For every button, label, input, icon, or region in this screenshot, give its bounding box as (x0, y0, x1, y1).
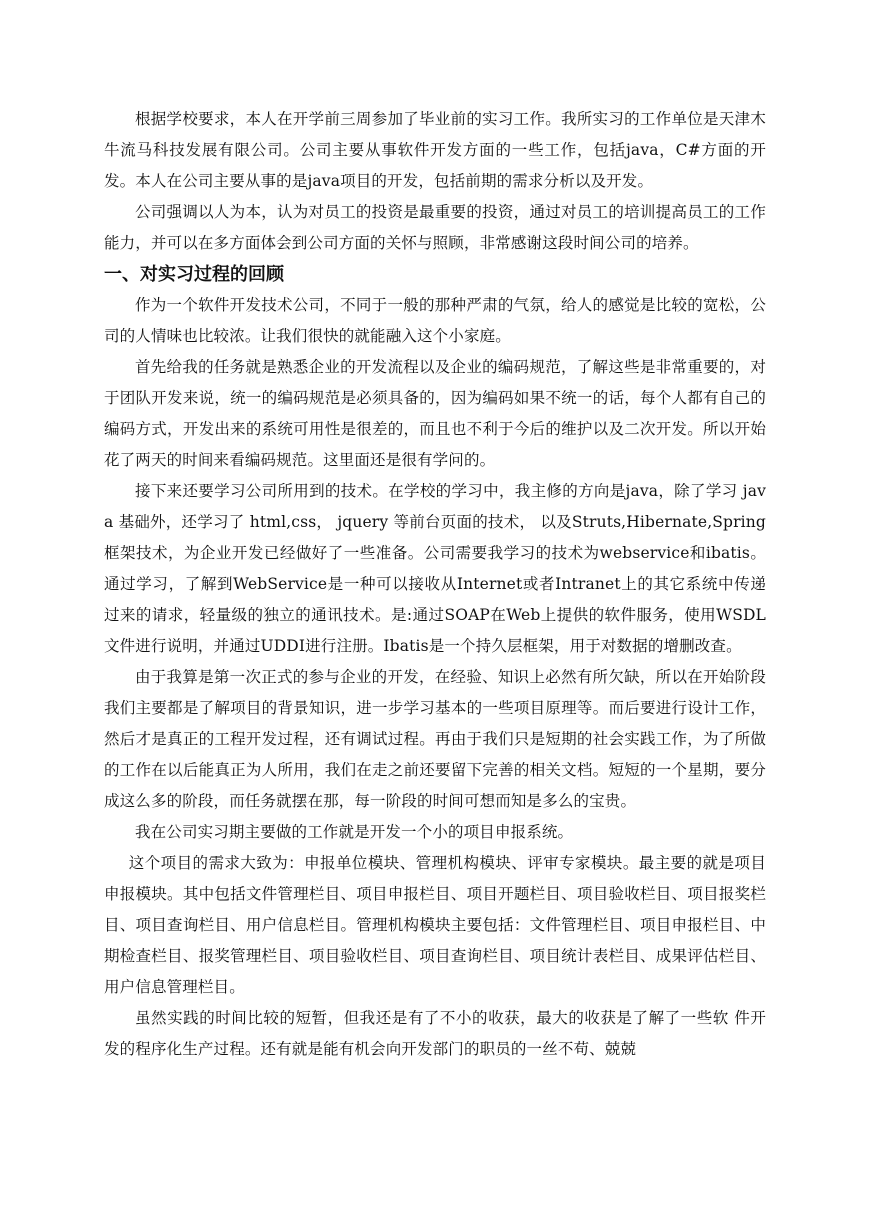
review-paragraph-7: 虽然实践的时间比较的短暂，但我还是有了不小的收获，最大的收获是了解了一些软 件开发的程序化生产过程。还有就是能有机会向开发部门的职员的一丝不苟、兢兢 (104, 1009, 766, 1058)
section-heading: 一、对实习过程的回顾 (104, 264, 284, 285)
review-paragraph-6: 这个项目的需求大致为：申报单位模块、管理机构模块、评审专家模块。最主要的就是项目申报模块。其中包括文件管理栏目、项目申报栏目、项目开题栏目、项目验收栏目、项目报奖栏目、项目查询栏目、用户信息栏目。管理机构模块主要包括：文件管理栏目、项目申报栏目、中期检查栏目、报奖管理栏目、项目验收栏目、项目查询栏目、项目统计表栏目、成果评估栏目、用户信息管理栏目。 (104, 854, 766, 996)
document-page (104, 104, 766, 1065)
review-paragraph-3: 接下来还要学习公司所用到的技术。在学校的学习中，我主修的方向是java，除了学习 java 基础外，还学习了 html,css， jquery 等前台页面的技术， 以及Struts,Hibernate,Spring框架技术，为企业开发已经做好了一些准备。公司需要我学习的技术为webservice和ibatis。通过学习，了解到WebService是一种可以接收从Internet或者Intranet上的其它系统中传递过来的请求，轻量级的独立的通讯技术。是:通过SOAP在Web上提供的软件服务，使用WSDL文件进行说明，并通过UDDI进行注册。Ibatis是一个持久层框架，用于对数据的增删改查。 (104, 482, 766, 655)
review-paragraph-5: 我在公司实习期主要做的工作就是开发一个小的项目申报系统。 (135, 823, 574, 841)
intro-paragraph-2: 公司强调以人为本，认为对员工的投资是最重要的投资，通过对员工的培训提高员工的工作能力，并可以在多方面体会到公司方面的关怀与照顾，非常感谢这段时间公司的培养。 (104, 203, 766, 252)
review-paragraph-1: 作为一个软件开发技术公司，不同于一般的那种严肃的气氛，给人的感觉是比较的宽松，公司的人情味也比较浓。让我们很快的就能融入这个小家庭。 (104, 296, 766, 345)
intro-paragraph-1: 根据学校要求，本人在开学前三周参加了毕业前的实习工作。我所实习的工作单位是天津木牛流马科技发展有限公司。公司主要从事软件开发方面的一些工作，包括java，C#方面的开发。本人在公司主要从事的是java项目的开发，包括前期的需求分析以及开发。 (104, 110, 766, 190)
review-paragraph-2: 首先给我的任务就是熟悉企业的开发流程以及企业的编码规范，了解这些是非常重要的，对于团队开发来说，统一的编码规范是必须具备的，因为编码如果不统一的话，每个人都有自己的编码方式，开发出来的系统可用性是很差的，而且也不利于今后的维护以及二次开发。所以开始花了两天的时间来看编码规范。这里面还是很有学问的。 (104, 358, 766, 469)
review-paragraph-4: 由于我算是第一次正式的参与企业的开发，在经验、知识上必然有所欠缺，所以在开始阶段我们主要都是了解项目的背景知识，进一步学习基本的一些项目原理等。而后要进行设计工作，然后才是真正的工程开发过程，还有调试过程。再由于我们只是短期的社会实践工作，为了所做的工作在以后能真正为人所用，我们在走之前还要留下完善的相关文档。短短的一个星期，要分成这么多的阶段，而任务就摆在那，每一阶段的时间可想而知是多么的宝贵。 (104, 668, 766, 810)
